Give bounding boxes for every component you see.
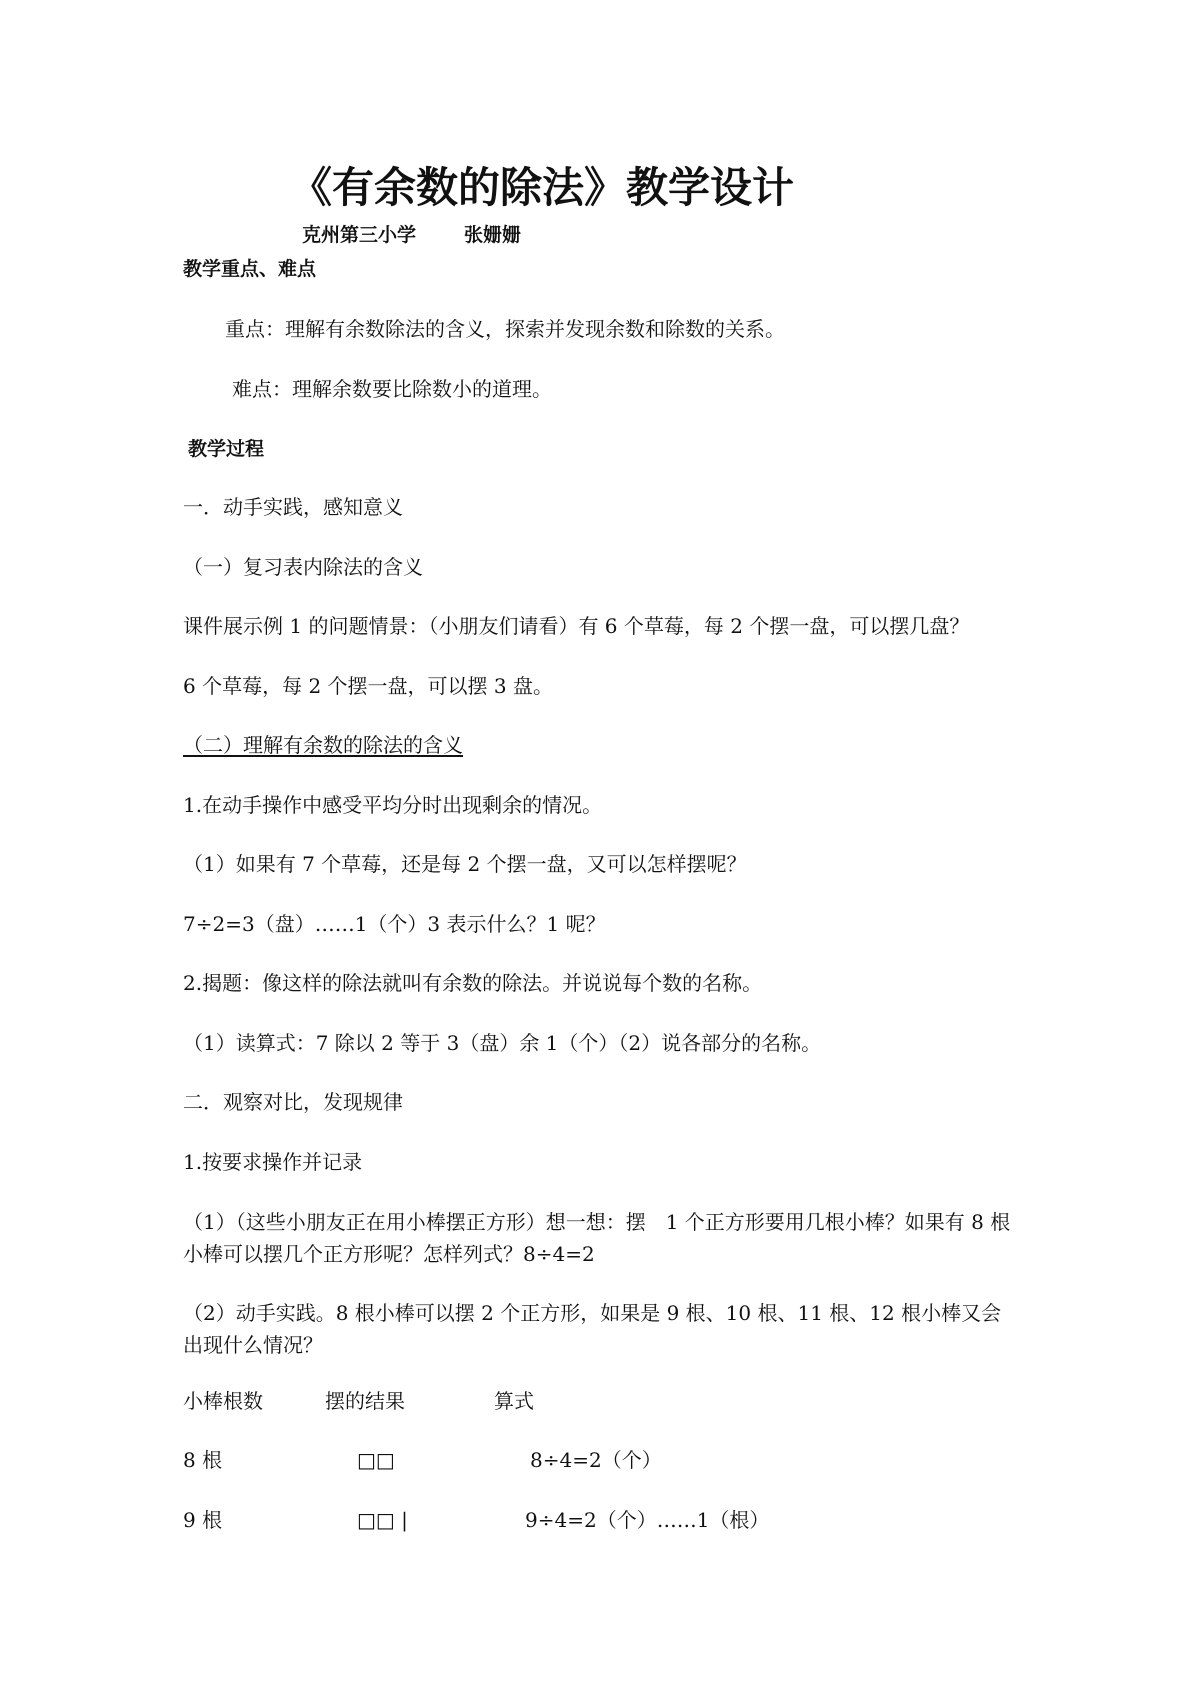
table-cell-formula: 8÷4=2（个）	[530, 1448, 662, 1472]
author-name: 张姗姗	[464, 224, 522, 246]
paragraph: 二．观察对比，发现规律	[183, 1090, 403, 1114]
paragraph: 7÷2=3（盘）……1（个）3 表示什么？1 呢？	[183, 912, 606, 936]
table-header-count: 小棒根数	[183, 1389, 263, 1413]
table-cell-result: □□	[357, 1448, 395, 1472]
section-focus-heading: 教学重点、难点	[183, 258, 317, 280]
focus-hard-text: 难点：理解余数要比除数小的道理。	[232, 377, 552, 401]
paragraph: 6 个草莓，每 2 个摆一盘，可以摆 3 盘。	[183, 674, 553, 698]
table-cell-count: 8 根	[183, 1448, 223, 1472]
section-process-heading: 教学过程	[188, 438, 265, 460]
paragraph: 1.在动手操作中感受平均分时出现剩余的情况。	[183, 793, 603, 817]
paragraph: （2）动手实践。8 根小棒可以摆 2 个正方形，如果是 9 根、10 根、11 根、12 根小棒又会出现什么情况？	[183, 1301, 1002, 1357]
focus-key-text: 重点：理解有余数除法的含义，探索并发现余数和除数的关系。	[225, 317, 785, 341]
paragraph: （一）复习表内除法的含义	[183, 555, 423, 579]
table-cell-formula: 9÷4=2（个）……1（根）	[525, 1508, 770, 1532]
paragraph: 2.揭题：像这样的除法就叫有余数的除法。并说说每个数的名称。	[183, 971, 763, 995]
document-title: 《有余数的除法》教学设计	[290, 163, 795, 212]
subsection-heading: （二）理解有余数的除法的含义	[183, 733, 463, 757]
table-header-result: 摆的结果	[325, 1389, 405, 1413]
paragraph: 一．动手实践，感知意义	[183, 495, 403, 519]
school-name: 克州第三小学	[302, 224, 417, 246]
table-cell-count: 9 根	[183, 1508, 223, 1532]
paragraph: 课件展示例 1 的问题情景：（小朋友们请看）有 6 个草莓，每 2 个摆一盘，可以摆几盘？	[183, 614, 970, 638]
table-header-formula: 算式	[494, 1389, 534, 1413]
table-cell-result: □□ |	[357, 1508, 408, 1532]
paragraph: （1）如果有 7 个草莓，还是每 2 个摆一盘，又可以怎样摆呢？	[183, 852, 747, 876]
paragraph: （1）读算式：7 除以 2 等于 3（盘）余 1（个）（2）说各部分的名称。	[183, 1031, 822, 1055]
paragraph: （1）（这些小朋友正在用小棒摆正方形）想一想：摆 1 个正方形要用几根小棒？如果有 8 根小棒可以摆几个正方形呢？怎样列式？8÷4=2	[183, 1210, 1011, 1266]
paragraph: 1.按要求操作并记录	[183, 1150, 363, 1174]
